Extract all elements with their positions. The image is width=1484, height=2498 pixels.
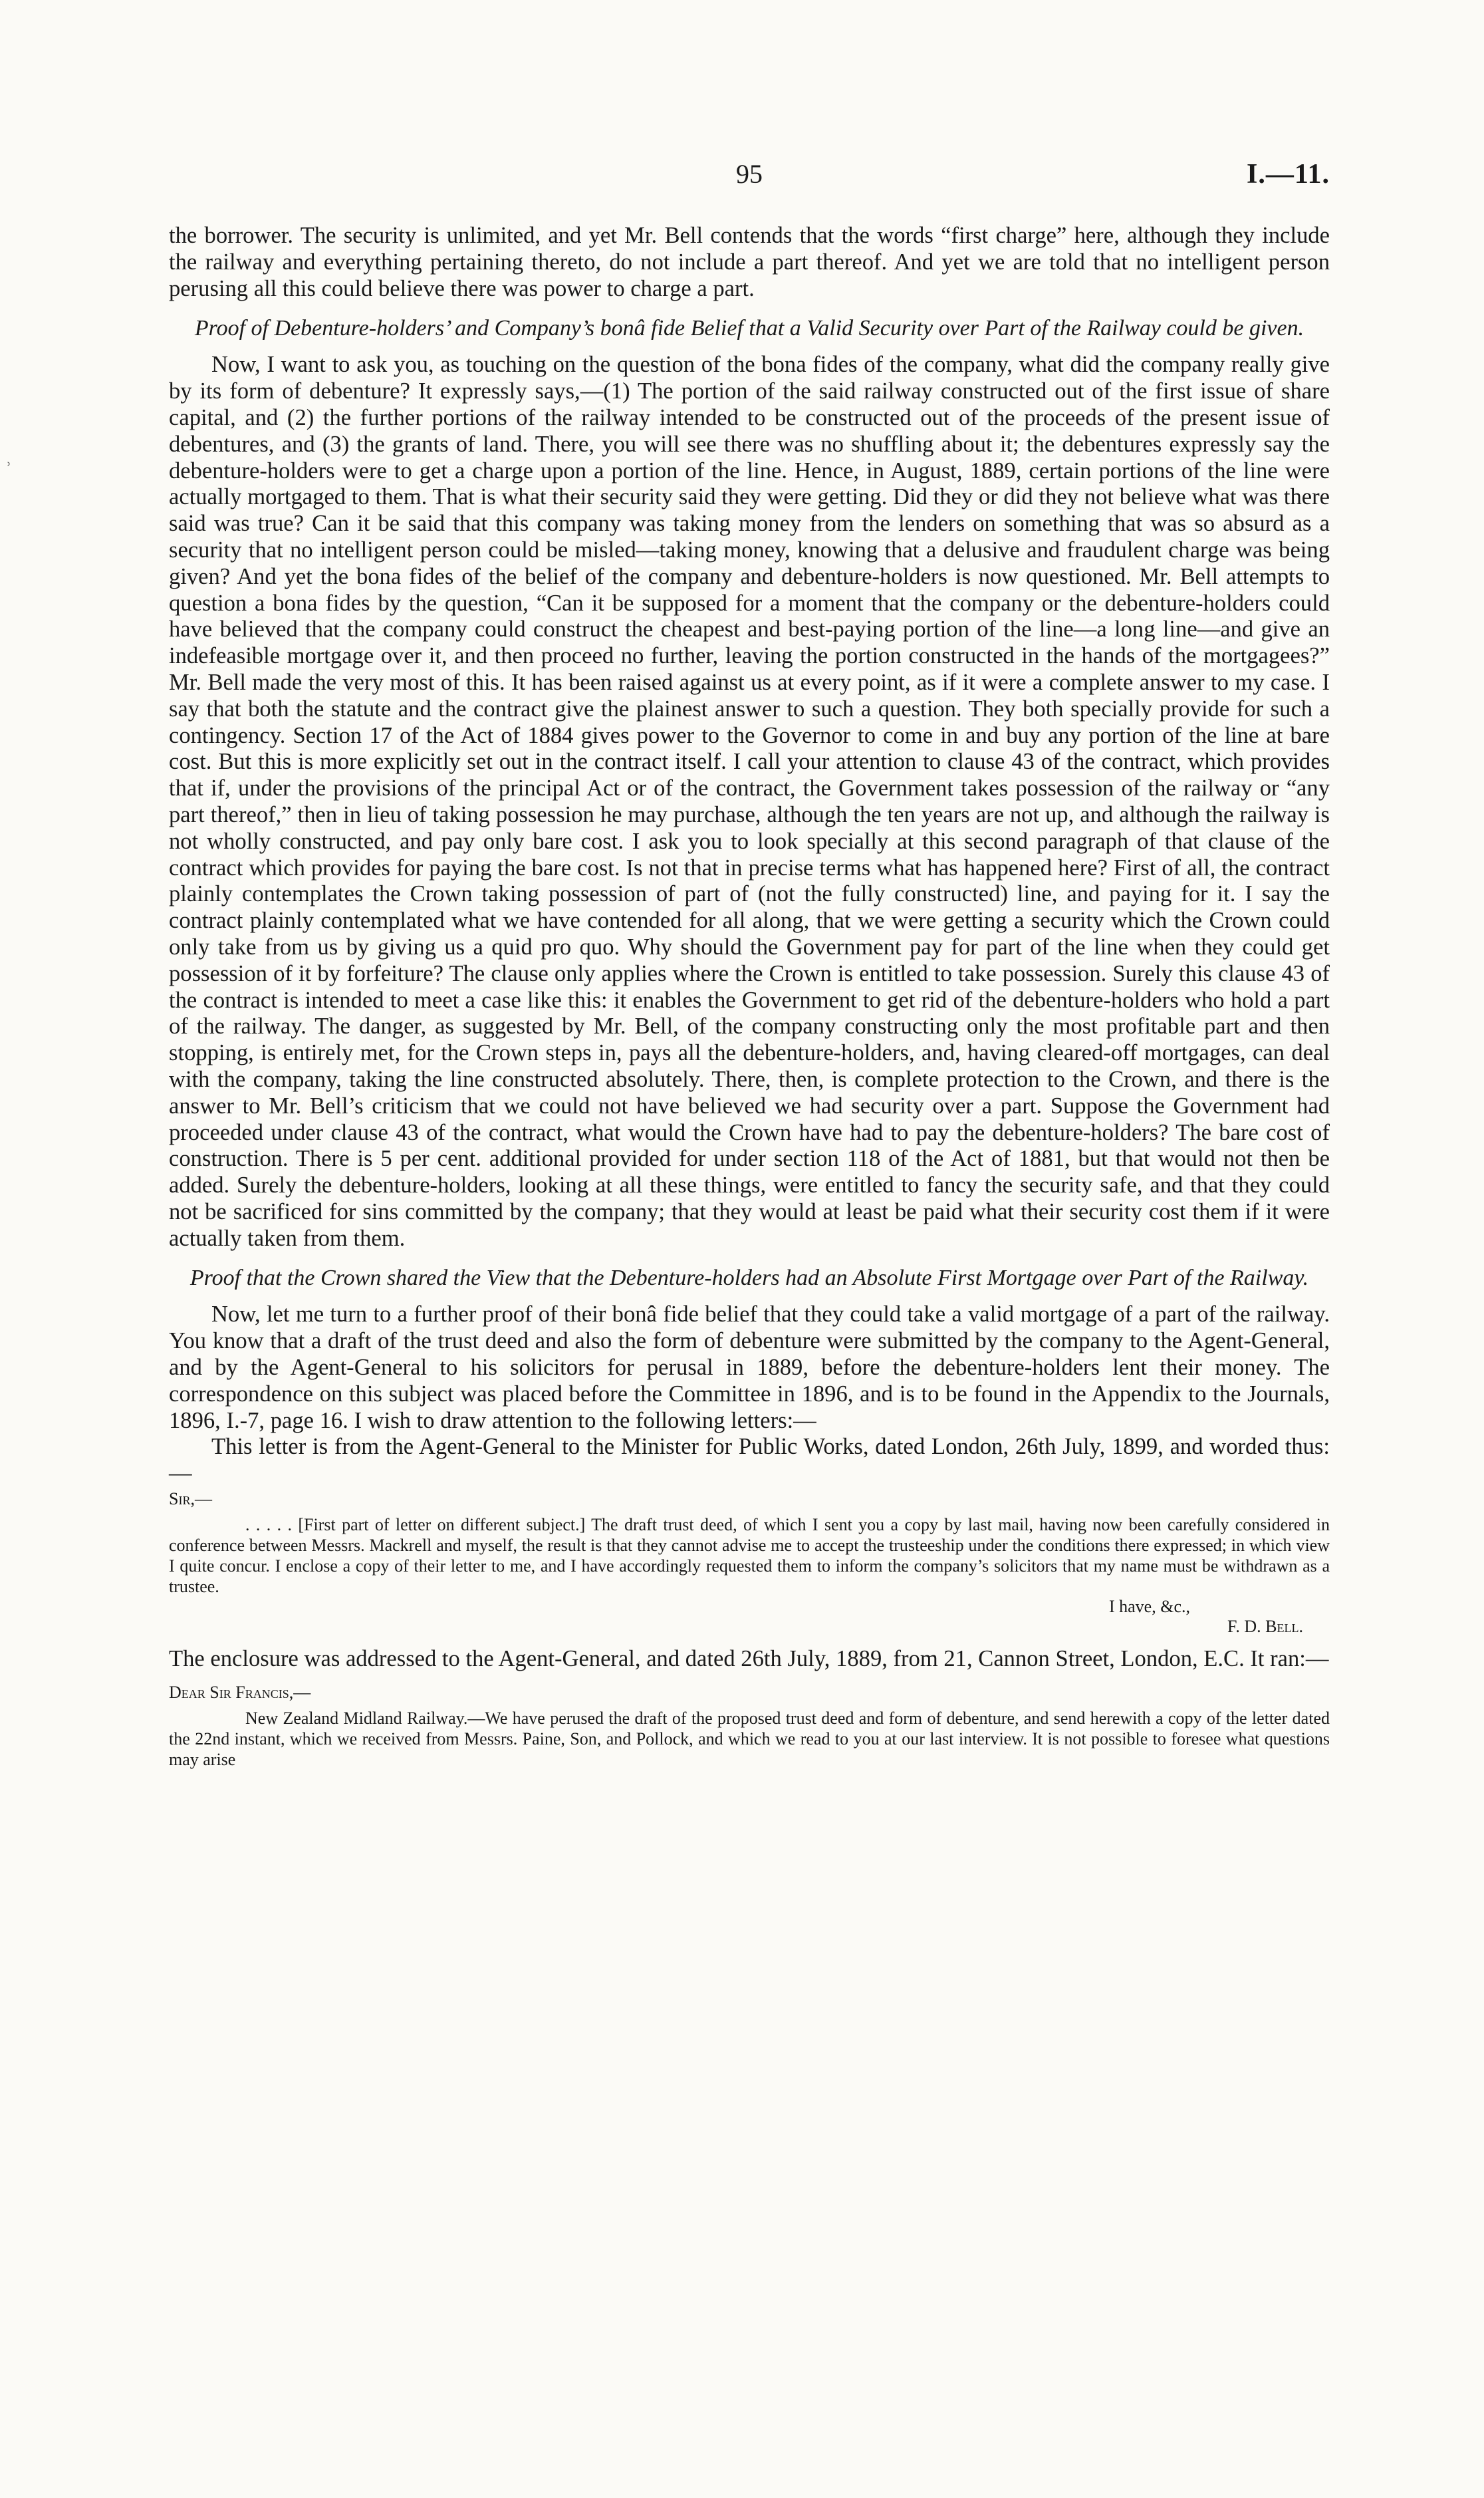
paragraph-bona-fides: Now, I want to ask you, as touching on the question of the bona fides of the company, what did the company really give by its form of debenture? It expressly says,—(1) The portion of the said railway constructed out of the first issue of share capital, and (2) the further portions of the railway intended to be constructed out of the proceeds of the present issue of debentures, and (3) the grants of land. There, you will see there was no shuffling about it; the debentures expressly say the debenture-holders were to get a charge upon a portion of the line. Hence, in August, 1889, certain portions of the line were actually mortgaged to them. That is what their security said they were getting. Did they or did they not believe what was there said was true? Can it be said that this company was taking money from the lenders on something that was so absurd as a security that no intelligent person could be misled—taking money, knowing that a delusive and fraudulent charge was being given? And yet the bona fides of the belief of the company and debenture-holders is now questioned. Mr. Bell attempts to question a bona fides by the question, “Can it be supposed for a moment that the company or the debenture-holders could have believed that the company could construct the cheapest and best-paying portion of the line—a long line—and give an indefeasible mortgage over it, and then proceed no further, leaving the portion constructed in the hands of the mortgagees?” Mr. Bell made the very most of this. It has been raised against us at every point, as if it were a complete answer to my case. I say that both the statute and the contract give the plainest answer to such a question. They both specially provide for such a contingency. Section 17 of the Act of 1884 gives power to the Governor to come in and buy any portion of the line at bare cost. But this is more explicitly set out in the contract itself. I call your attention to clause 43 of the contract, which provides that if, under the provisions of the principal Act or of the contract, the Government takes possession of the railway or “any part thereof,” then in lieu of taking possession he may purchase, although the ten years are not up, and although the railway is not wholly constructed, and pay only bare cost. I ask you to look specially at this second paragraph of that clause of the contract which provides for paying the bare cost. Is not that in precise terms what has happened here? First of all, the contract plainly contemplates the Crown taking possession of part of (not the fully constructed) line, and paying for it. I say the contract plainly contemplated what we have contended for all along, that we were getting a security which the Crown could only take from us by giving us a quid pro quo. Why should the Government pay for part of the line when they could get possession of it by forfeiture? The clause only applies where the Crown is entitled to take possession. Surely this clause 43 of the contract is intended to meet a case like this: it enables the Government to get rid of the debenture-holders who hold a part of the railway. The danger, as suggested by Mr. Bell, of the company constructing only the most profitable part and then stopping, is entirely met, for the Crown steps in, pays all the debenture-holders, and, having cleared-off mortgages, can deal with the company, taking the line constructed absolutely. There, then, is complete protection to the Crown, and there is the answer to Mr. Bell’s criticism that we could not have believed we had security over a part. Suppose the Government had proceeded under clause 43 of the contract, what would the Crown have had to pay the debenture-holders? The bare cost of construction. There is 5 per cent. additional provided for under section 118 of the Act of 1881, but that would not then be added. Surely the debenture-holders, looking at all these things, were entitled to fancy the security safe, and that they could not be sacrificed for sins committed by the company; that they would at least be paid what their security cost them if it were actually taken from them. — [169, 352, 1330, 1251]
paragraph-continuation: the borrower. The security is unlimited, and yet Mr. Bell contends that the words “first charge” here, although they include the railway and everything pertaining thereto, do not include a part thereof. And yet we are told that no intelligent person perusing all this could believe there was power to charge a part. — [169, 223, 1330, 301]
document-reference: I.—11. — [1246, 159, 1330, 190]
section-heading-crown-view: Proof that the Crown shared the View that the Debenture-holders had an Absolute First Mortgage over Part of the Railway. — [189, 1266, 1309, 1291]
letter-signature: F. D. Bell. — [1227, 1617, 1303, 1637]
letter-body-solicitors: New Zealand Midland Railway.—We have perused the draft of the proposed trust deed and form of debenture, and send herewith a copy of the letter dated the 22nd instant, which we received from Messrs. Paine, Son, and Pollock, and which we read to you at our last interview. It is not possible to foresee what questions may arise — [169, 1708, 1330, 1769]
letter-closing: I have, &c., — [1108, 1597, 1190, 1617]
page-header — [169, 158, 1330, 205]
page-number: 95 — [736, 159, 763, 189]
letter-body-agent-general: . . . . . [First part of letter on different subject.] The draft trust deed, of which I sent you a copy by last mail, having now been carefully considered in conference between Messrs. Mackrell and myself, the result is that they cannot advise me to accept the trusteeship under the conditions there expressed; in which view I quite concur. I enclose a copy of their letter to me, and I have accordingly requested them to inform the company’s solicitors that my name must be withdrawn as a trustee. — [169, 1515, 1330, 1597]
paragraph-enclosure: The enclosure was addressed to the Agent-General, and dated 26th July, 1889, from 21, Cannon Street, London, E.C. It ran:— — [169, 1646, 1329, 1672]
paragraph-letter-intro: This letter is from the Agent-General to the Minister for Public Works, dated London, 26th July, 1899, and worded thus:— — [169, 1434, 1330, 1486]
body-text — [169, 223, 1330, 1770]
letter-salutation-sir: Sir,— — [169, 1489, 212, 1509]
section-heading-proof-belief: Proof of Debenture-holders’ and Company’s bonâ fide Belief that a Valid Security over Part of the Railway could be given. — [194, 316, 1304, 341]
letter-salutation-sir-francis: Dear Sir Francis,— — [169, 1682, 311, 1702]
margin-mark: ʾ — [5, 459, 12, 481]
paragraph-further-proof: Now, let me turn to a further proof of their bonâ fide belief that they could take a valid mortgage of a part of the railway. You know that a draft of the trust deed and also the form of debenture were submitted by the company to the Agent-General, and by the Agent-General to his solicitors for perusal in 1889, before the debenture-holders lent their money. The correspondence on this subject was placed before the Committee in 1896, and is to be found in the Appendix to the Journals, 1896, I.-7, page 16. I wish to draw attention to the following letters:— — [169, 1302, 1330, 1433]
